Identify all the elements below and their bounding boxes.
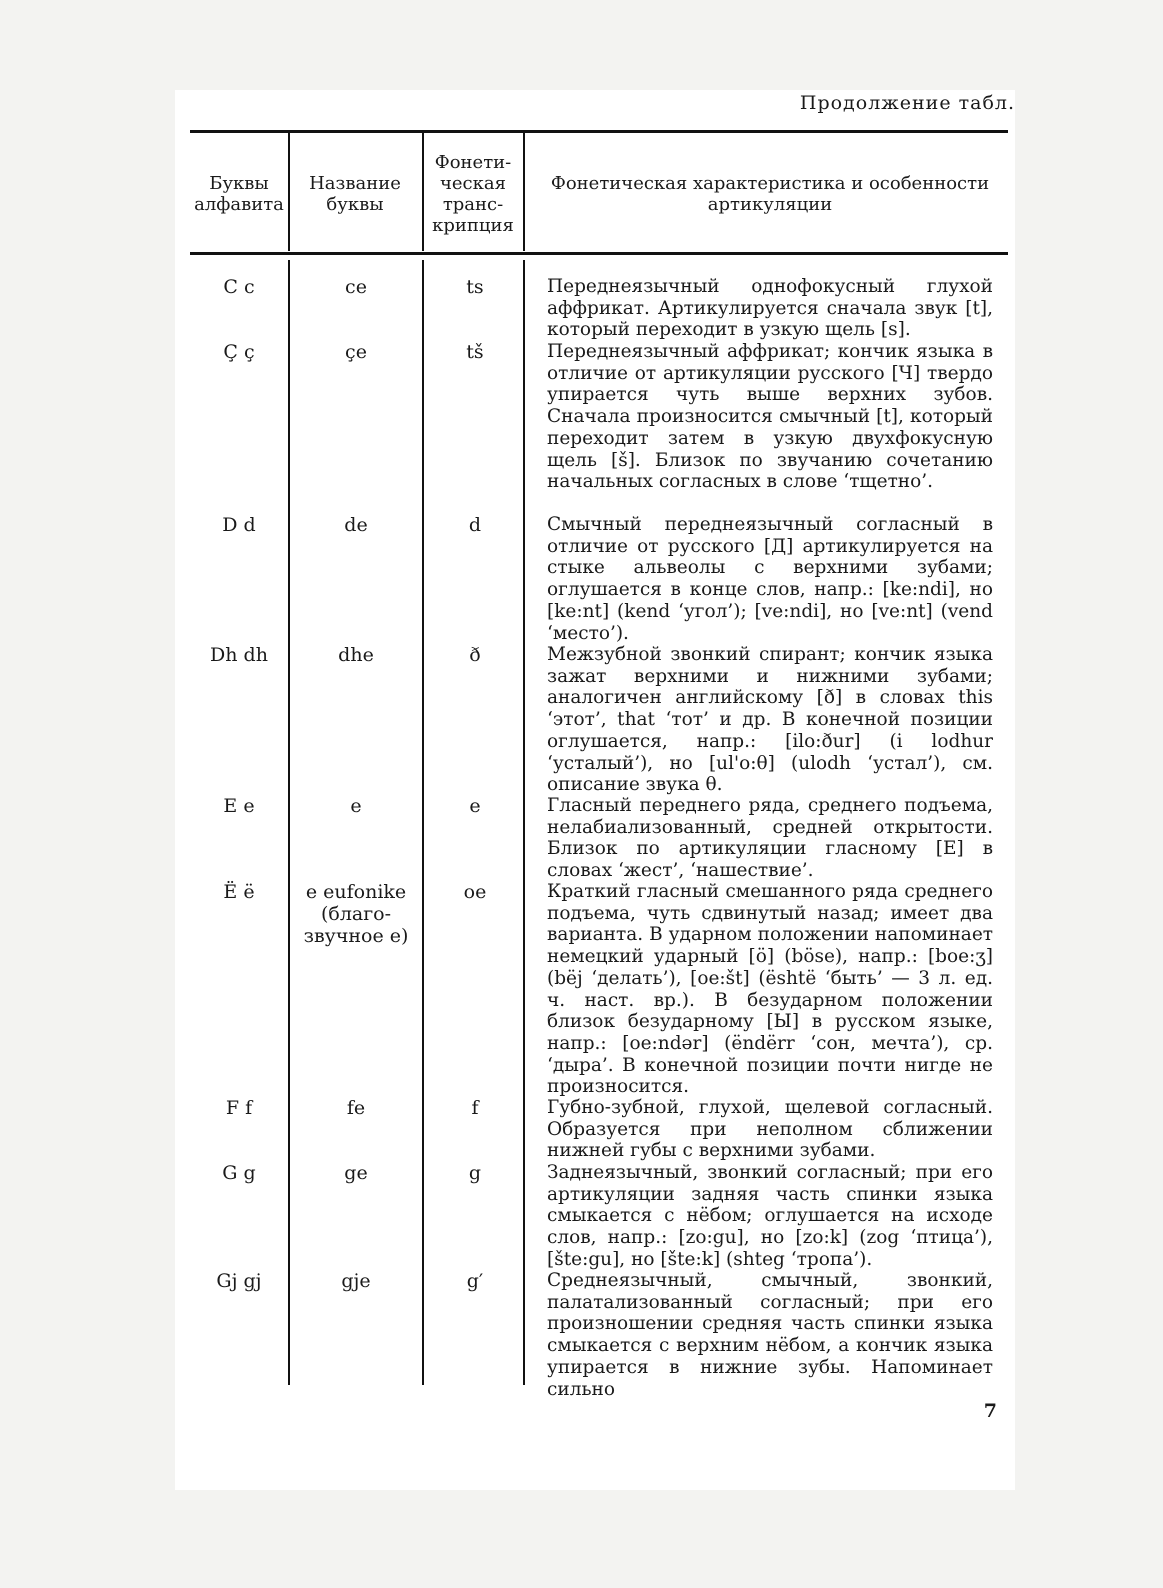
header-letter-name: Название буквы — [309, 173, 401, 215]
transcription-cell: tš — [466, 341, 484, 363]
transcription-cell: g′ — [466, 1270, 484, 1292]
transcription-cell: e — [469, 795, 481, 817]
description-cell: Заднеязычный, звонкий согласный; при его артикуляции задняя часть спинки языка смыкается с нёбом; оглушается на исходе слов, напр.: [zo:gu], но [zo:k] (zog ‘птица’), [šte:gu], но [šte:k] (shteg ‘тропа’). — [547, 1162, 993, 1270]
body-divider-2 — [422, 260, 424, 1385]
description-cell: Межзубной звонкий спирант; кончик языка зажат верхними и нижними зубами; аналогичен английскому [ð] в словах this ‘этот’, that ‘тот’ и др. В конечной позиции оглушается, напр.: [ilo:ður] (i lodhur ‘усталый’), но [ul'o:θ] (ulodh ‘устал’), см. описание звука θ. — [547, 644, 993, 796]
transcription-cell: f — [471, 1097, 479, 1119]
description-cell: Среднеязычный, смычный, звонкий, палатализованный согласный; при его произношении средняя часть спинки языка смыкается с верхним нёбом, а кончик языка упирается в нижние зубы. Напоминает сильно — [547, 1270, 993, 1400]
letter-cell: G g — [222, 1162, 256, 1184]
header-bottom-rule — [190, 252, 1008, 255]
letter-cell: E e — [223, 795, 255, 817]
name-cell: de — [344, 514, 368, 536]
letter-cell: D d — [222, 514, 256, 536]
header-divider-1 — [288, 133, 290, 251]
book-page — [175, 90, 1015, 1490]
letter-cell: Dh dh — [210, 644, 268, 666]
header-divider-3 — [523, 133, 525, 251]
letter-cell: Ë ë — [223, 881, 255, 903]
description-cell: Переднеязычный аффрикат; кончик языка в отличие от артикуляции русского [Ч] твердо упирается чуть выше верхних зубов. Сначала произносится смычный [t], который переходит затем в узкую двухфокусную щель [š]. Близок по звучанию сочетанию начальных согласных в слове ‘тщетно’. — [547, 341, 993, 493]
letter-cell: F f — [225, 1097, 253, 1119]
name-cell: ge — [344, 1162, 368, 1184]
header-transcription: Фонети- ческая транс- крипция — [432, 152, 514, 236]
letter-cell: Ç ç — [223, 341, 255, 363]
transcription-cell: ð — [469, 644, 481, 666]
name-cell: ce — [345, 276, 367, 298]
body-divider-3 — [523, 260, 525, 1385]
description-cell: Смычный переднеязычный согласный в отличие от русского [Д] артикулируется на стыке альвеолы с верхними зубами; оглушается в конце слов, напр.: [ke:ndi], но [ke:nt] (kend ‘угол’); [ve:ndi], но [ve:nt] (vend ‘место’). — [547, 514, 993, 644]
body-divider-1 — [288, 260, 290, 1385]
name-cell: dhe — [338, 644, 374, 666]
description-cell: Губно-зубной, глухой, щелевой согласный. Образуется при неполном сближении нижней губы с верхними зубами. — [547, 1097, 993, 1162]
table-continuation-caption: Продолжение табл. — [799, 92, 1015, 114]
name-cell: çe — [345, 341, 367, 363]
name-cell: gje — [341, 1270, 371, 1292]
transcription-cell: g — [468, 1162, 482, 1184]
transcription-cell: oe — [463, 881, 487, 903]
table-top-rule — [190, 130, 1008, 133]
header-letters: Буквы алфавита — [194, 173, 284, 215]
description-cell: Краткий гласный смешанного ряда среднего подъема, чуть сдвинутый назад; имеет два варианта. В ударном положении напоминает немецкий ударный [ö] (böse), напр.: [boe:ʒ] (bëj ‘делать’), [oe:št] (është ‘быть’ — 3 л. ед. ч. наст. вр.). В безударном положении близок безударному [Ы] в русском языке, напр.: [oe:ndər] (ëndërr ‘сон, мечта’), ср. ‘дыра’. В конечной позиции почти нигде не произносится. — [547, 881, 993, 1098]
name-cell: e eufonike (благо- звучное e) — [303, 881, 409, 947]
header-characteristic: Фонетическая характеристика и особенности артикуляции — [550, 173, 990, 215]
description-cell: Переднеязычный однофокусный глухой аффрикат. Артикулируется сначала звук [t], который переходит в узкую щель [s]. — [547, 276, 993, 341]
name-cell: fe — [346, 1097, 366, 1119]
header-divider-2 — [422, 133, 424, 251]
page-number: 7 — [983, 1400, 997, 1422]
transcription-cell: ts — [466, 276, 484, 298]
letter-cell: C c — [223, 276, 255, 298]
description-cell: Гласный переднего ряда, среднего подъема, нелабиализованный, средней открытости. Близок по артикуляции гласному [Е] в словах ‘жест’, ‘нашествие’. — [547, 795, 993, 882]
letter-cell: Gj gj — [216, 1270, 262, 1292]
name-cell: e — [350, 795, 362, 817]
transcription-cell: d — [468, 514, 482, 536]
